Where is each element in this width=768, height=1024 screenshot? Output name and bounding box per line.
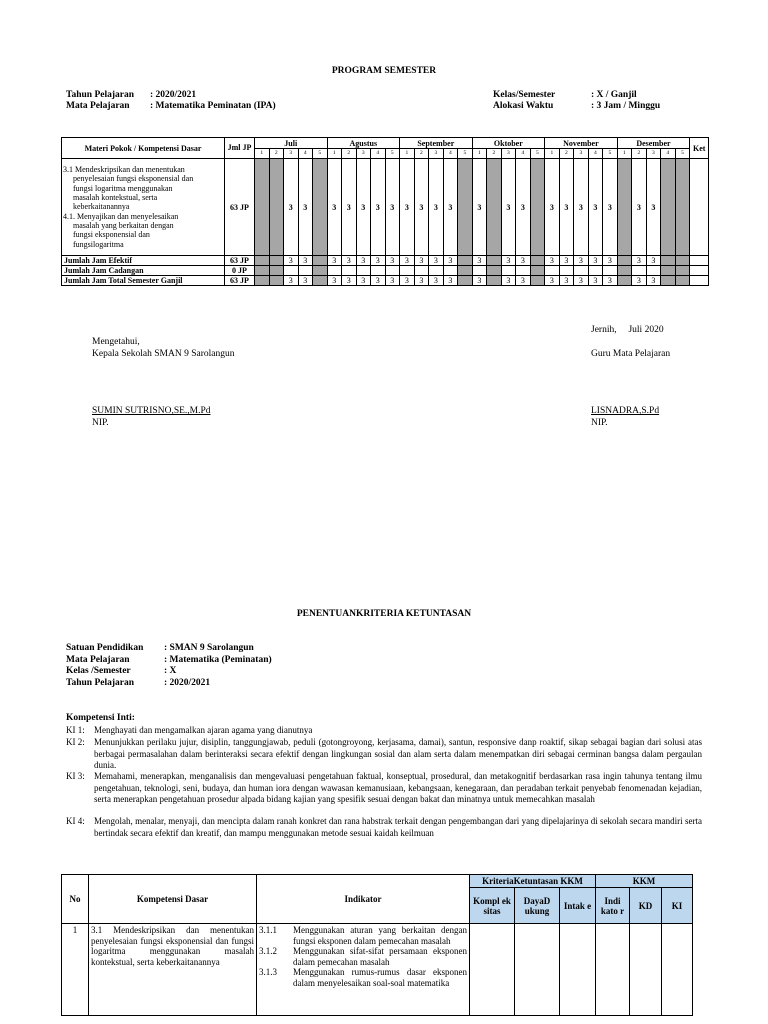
week-cell [327, 266, 342, 276]
nip-right: NIP. [591, 418, 608, 428]
ki-3 [66, 771, 702, 806]
week-header: 4 [443, 149, 458, 159]
week-cell: 3 [356, 159, 371, 256]
week-header: 1 [545, 149, 560, 159]
week-cell: 3 [342, 276, 357, 286]
header-month-november: November [545, 138, 618, 149]
week-header: 1 [617, 149, 632, 159]
week-cell [269, 256, 284, 266]
week-cell [530, 256, 545, 266]
kkm-row-kompleksitas [470, 924, 515, 1016]
label-tahun: Tahun Pelajaran [66, 90, 135, 100]
week-cell [269, 266, 284, 276]
ket-cell [690, 256, 709, 266]
week-cell [588, 266, 603, 276]
week-cell: 3 [501, 276, 516, 286]
program-title: PROGRAM SEMESTER [331, 66, 437, 76]
week-cell: 3 [327, 276, 342, 286]
ket-cell [690, 159, 709, 256]
kkm-row-no: 1 [62, 924, 89, 1016]
guru-text: Guru Mata Pelajaran [591, 349, 671, 359]
week-cell: 3 [429, 276, 444, 286]
week-cell [313, 266, 328, 276]
table-row [62, 924, 693, 1016]
week-cell [530, 266, 545, 276]
week-cell: 3 [632, 276, 647, 286]
week-header: 5 [385, 149, 400, 159]
week-cell [255, 159, 270, 256]
week-cell [617, 276, 632, 286]
week-header: 2 [269, 149, 284, 159]
week-cell: 3 [385, 276, 400, 286]
week-cell [574, 266, 589, 276]
indicator-text: Menggunakan aturan yang berkaitan dengan fungsi eksponen dalam pemecahan masalah [293, 925, 467, 946]
week-cell: 3 [342, 159, 357, 256]
week-cell: 3 [385, 256, 400, 266]
kkm-header-ki: KI [662, 888, 693, 924]
week-cell [559, 266, 574, 276]
week-header: 2 [342, 149, 357, 159]
kkm-header-kkm: KKM [596, 875, 693, 888]
materi-line: fungsi logaritma menggunakan [73, 183, 173, 193]
week-cell [255, 276, 270, 286]
week-cell: 3 [443, 159, 458, 256]
week-cell [385, 266, 400, 276]
header-materi: Materi Pokok / Kompetensi Dasar [62, 138, 225, 159]
week-cell [269, 276, 284, 286]
place-date: Jernih, Juli 2020 [591, 325, 664, 335]
ki-text: Memahami, menerapkan, menganalisis dan mengevaluasi pengetahuan faktual, konseptual, prosedural, dan metakognitif berdasarkan rasa ingin tahunya tentang ilmu pengetahuan, teknologi, seni, budaya, dan human iora dengan wawasan kemanusiaan, kebangsaan, kenegaraan, dan peradaban terkait penyebab fenomenadan kejadian, serta menerapkan pengetahuan prosedur alpada bidang kajian yang spesifik sesuai dengan bakat dan minatnya untuk memecahkan masalah [94, 771, 702, 804]
week-cell [458, 159, 473, 256]
kkm-header-kd: Kompetensi Dasar [89, 875, 257, 924]
kkm-title: PENENTUANKRITERIA KETUNTASAN [296, 609, 472, 619]
ki-code: KI 3: [66, 771, 85, 781]
header-month-oktober: Oktober [472, 138, 545, 149]
week-cell [617, 256, 632, 266]
materi-line: 3.1 Mendeskripsikan dan menentukan [63, 165, 185, 175]
week-cell [414, 266, 429, 276]
week-cell: 3 [284, 276, 299, 286]
week-cell [458, 266, 473, 276]
materi-line: 4.1. Menyajikan dan menyelesaikan [63, 211, 179, 221]
week-cell: 3 [603, 276, 618, 286]
week-cell: 3 [371, 256, 386, 266]
kkm-row-dayadukung [515, 924, 560, 1016]
week-cell: 3 [646, 159, 661, 256]
label-alokasi: Alokasi Waktu [493, 101, 554, 111]
week-cell: 3 [574, 256, 589, 266]
week-cell [501, 266, 516, 276]
week-cell [617, 159, 632, 256]
table-row [62, 276, 709, 286]
kkm-header-dayadukung: DayaD ukung [515, 888, 560, 924]
week-cell: 3 [559, 159, 574, 256]
week-header: 3 [356, 149, 371, 159]
summary-jp: 0 JP [225, 266, 255, 276]
week-cell: 3 [501, 256, 516, 266]
week-cell [284, 266, 299, 276]
week-cell: 3 [588, 159, 603, 256]
value-kelas: : X / Ganjil [591, 90, 637, 100]
week-cell [269, 159, 284, 256]
week-cell [472, 266, 487, 276]
week-cell: 3 [298, 159, 313, 256]
week-cell: 3 [298, 276, 313, 286]
week-cell: 3 [472, 159, 487, 256]
week-cell [487, 276, 502, 286]
table-row [62, 266, 709, 276]
ket-cell [690, 266, 709, 276]
week-cell: 3 [472, 256, 487, 266]
value-alokasi: : 3 Jam / Minggu [591, 101, 661, 111]
summary-jp: 63 JP [225, 276, 255, 286]
week-cell [255, 256, 270, 266]
week-cell: 3 [559, 256, 574, 266]
indicator-text: Menggunakan sifat-sifat persamaan eksponen dalam pemecahan masalah [293, 946, 467, 967]
materi-line: masalah kontekstual, serta [73, 193, 158, 203]
week-header: 1 [400, 149, 415, 159]
week-cell: 3 [646, 256, 661, 266]
kkm-identity [66, 643, 272, 689]
indicator-number: 3.1.1 [259, 925, 277, 935]
week-cell: 3 [385, 159, 400, 256]
week-cell [443, 266, 458, 276]
header-month-desember: Desember [617, 138, 690, 149]
materi-line: fungsilogaritma [73, 239, 124, 249]
week-cell [342, 266, 357, 276]
mengetahui-text: Mengetahui, [92, 337, 140, 347]
week-cell [400, 266, 415, 276]
week-cell [661, 256, 676, 266]
label-kelas2: Kelas /Semester [66, 666, 131, 676]
week-cell [516, 266, 531, 276]
summary-label: Jumlah Jam Cadangan [62, 266, 225, 276]
week-cell [661, 276, 676, 286]
week-cell: 3 [327, 159, 342, 256]
week-header: 5 [458, 149, 473, 159]
week-cell [458, 276, 473, 286]
header-jml: Jml JP [225, 138, 255, 159]
week-cell: 3 [603, 159, 618, 256]
materi-line: penyelesaian fungsi eksponensial dan [73, 174, 194, 184]
value-mapel: : Matematika Peminatan (IPA) [150, 101, 276, 111]
value-tahun: : 2020/2021 [150, 90, 197, 100]
week-cell [371, 266, 386, 276]
week-cell: 3 [356, 276, 371, 286]
indicator-number: 3.1.2 [259, 946, 277, 956]
week-cell: 3 [545, 256, 560, 266]
ki-text: Menghayati dan mengamalkan ajaran agama yang dianutnya [94, 725, 313, 735]
week-cell: 3 [516, 276, 531, 286]
label-mapel2: Mata Pelajaran [66, 654, 130, 665]
ki-1 [66, 725, 702, 737]
week-cell [545, 266, 560, 276]
week-header: 3 [574, 149, 589, 159]
kkm-table [61, 874, 693, 1016]
week-cell: 3 [516, 159, 531, 256]
kepala-sekolah-text: Kepala Sekolah SMAN 9 Sarolangun [92, 349, 235, 359]
week-cell: 3 [327, 256, 342, 266]
week-header: 2 [559, 149, 574, 159]
week-cell [255, 266, 270, 276]
week-header: 4 [298, 149, 313, 159]
week-cell: 3 [574, 276, 589, 286]
week-cell: 3 [545, 159, 560, 256]
indicator-item [259, 946, 467, 967]
summary-label: Jumlah Jam Total Semester Ganjil [62, 276, 225, 286]
week-header: 5 [530, 149, 545, 159]
header-month-agustus: Agustus [327, 138, 400, 149]
ki-4 [66, 816, 702, 839]
week-cell [603, 266, 618, 276]
week-header: 1 [255, 149, 270, 159]
week-cell [313, 256, 328, 266]
week-header: 4 [516, 149, 531, 159]
program-right-info [493, 90, 660, 112]
week-cell [675, 276, 690, 286]
week-cell [675, 256, 690, 266]
kkm-header-kompleksitas: Kompl ek sitas [470, 888, 515, 924]
week-cell: 3 [284, 256, 299, 266]
kkm-row-kd: 3.1 Mendeskripsikan dan menentukan penyelesaian fungsi eksponensial dan fungsi logaritma menggunakan masalah kontekstual, serta keberkaitanannya [89, 924, 257, 1016]
week-header: 1 [327, 149, 342, 159]
week-cell: 3 [588, 276, 603, 286]
week-cell: 3 [632, 159, 647, 256]
week-cell: 3 [603, 256, 618, 266]
kkm-row-indikator [596, 924, 630, 1016]
week-cell [530, 276, 545, 286]
indicator-item [259, 967, 467, 988]
materi-line: masalah yang berkaitan dengan [73, 220, 174, 230]
value-satuan: : SMAN 9 Sarolangun [164, 643, 254, 653]
label-kelas: Kelas/Semester [493, 90, 556, 100]
week-cell [313, 276, 328, 286]
week-cell: 3 [559, 276, 574, 286]
week-cell: 3 [414, 159, 429, 256]
kkm-header-kd-short: KD [630, 888, 662, 924]
week-cell [675, 266, 690, 276]
week-header: 5 [313, 149, 328, 159]
week-cell: 3 [574, 159, 589, 256]
kkm-header-indikator: Indikator [257, 875, 470, 924]
label-mapel: Mata Pelajaran [66, 101, 130, 111]
week-cell: 3 [284, 159, 299, 256]
week-header: 5 [675, 149, 690, 159]
indicator-item [259, 925, 467, 946]
header-ket: Ket [690, 138, 709, 159]
week-cell: 3 [646, 276, 661, 286]
week-cell: 3 [443, 256, 458, 266]
label-satuan: Satuan Pendidikan [66, 643, 144, 653]
week-cell: 3 [545, 276, 560, 286]
week-cell [487, 159, 502, 256]
kkm-header-kriteria: KriteriaKetuntasan KKM [470, 875, 596, 888]
week-cell [487, 266, 502, 276]
week-cell: 3 [298, 256, 313, 266]
week-cell: 3 [400, 276, 415, 286]
ki-code: KI 1: [66, 725, 85, 735]
ki-code: KI 4: [66, 816, 85, 826]
week-cell [530, 159, 545, 256]
value-kelas2: : X [164, 666, 177, 676]
week-cell [646, 266, 661, 276]
summary-jp: 63 JP [225, 256, 255, 266]
week-cell: 3 [356, 256, 371, 266]
kkm-header-indikator-short: Indi kato r [596, 888, 630, 924]
ki-2 [66, 737, 702, 772]
ki-text: Mengolah, menalar, menyaji, dan mencipta dalam ranah konkret dan rana habstrak terkait dengan pengembangan dari yang dipelajarinya di sekolah secara mandiri serta bertindak secara efektif dan kreatif, dan mampu menggunakan metode sesuai kaidah keilmuan [94, 816, 702, 838]
week-header: 2 [487, 149, 502, 159]
table-row [62, 256, 709, 266]
week-header: 3 [501, 149, 516, 159]
week-cell [429, 266, 444, 276]
week-cell: 3 [588, 256, 603, 266]
ki-text: Menunjukkan perilaku jujur, disiplin, tanggungjawab, peduli (gotongroyong, kerjasama, damai), santun, responsive danp roaktif, sikap sebagai bagian dari solusi atas berbagai permasalahan dalam berinteraksi secara efektif dengan lingkungan sosial dan alam serta dalam menempatkan diri sebagai cerminan bangsa dalam pergaulan dunia. [94, 737, 702, 770]
kkm-row-indicators [257, 924, 470, 1016]
header-month-september: September [400, 138, 473, 149]
week-cell [675, 159, 690, 256]
week-cell: 3 [429, 256, 444, 266]
week-cell: 3 [516, 256, 531, 266]
label-tahun2: Tahun Pelajaran [66, 677, 135, 688]
week-cell: 3 [443, 276, 458, 286]
week-cell: 3 [371, 159, 386, 256]
week-cell: 3 [371, 276, 386, 286]
week-cell: 3 [414, 256, 429, 266]
value-mapel2: : Matematika (Peminatan) [164, 654, 272, 665]
week-cell [458, 256, 473, 266]
week-header: 2 [414, 149, 429, 159]
ki-heading: Kompetensi Inti: [66, 713, 135, 723]
value-tahun2: : 2020/2021 [164, 677, 211, 688]
week-cell [313, 159, 328, 256]
week-cell [617, 266, 632, 276]
indicator-text: Menggunakan rumus-rumus dasar eksponen dalam menyelesaikan soal-soal matematika [293, 967, 467, 988]
materi-line: fungsi eksponensial dan [73, 230, 150, 240]
week-header: 5 [603, 149, 618, 159]
week-cell: 3 [429, 159, 444, 256]
week-header: 3 [284, 149, 299, 159]
week-cell [632, 266, 647, 276]
kepala-name: SUMIN SUTRISNO,SE.,M.Pd [92, 406, 211, 416]
week-cell [298, 266, 313, 276]
week-header: 3 [646, 149, 661, 159]
week-cell: 3 [400, 256, 415, 266]
materi-line: keberkaitanannya [73, 202, 130, 212]
kkm-row-kd [630, 924, 662, 1016]
week-header: 3 [429, 149, 444, 159]
program-semester-table [61, 137, 709, 286]
week-header: 4 [588, 149, 603, 159]
week-cell: 3 [501, 159, 516, 256]
kkm-row-intake [560, 924, 596, 1016]
week-cell [356, 266, 371, 276]
week-header: 1 [472, 149, 487, 159]
summary-label: Jumlah Jam Efektif [62, 256, 225, 266]
week-cell [661, 159, 676, 256]
week-cell: 3 [400, 159, 415, 256]
kkm-row-ki [662, 924, 693, 1016]
nip-left: NIP. [92, 418, 109, 428]
week-header: 2 [632, 149, 647, 159]
kkm-header-intake: Intak e [560, 888, 596, 924]
kkm-header-no: No [62, 875, 89, 924]
ki-code: KI 2: [66, 737, 85, 747]
week-cell: 3 [342, 256, 357, 266]
ket-cell [690, 276, 709, 286]
week-cell: 3 [414, 276, 429, 286]
program-left-info [66, 90, 276, 112]
main-jp: 63 JP [225, 159, 255, 256]
header-month-juli: Juli [255, 138, 328, 149]
materi-cell [62, 159, 225, 256]
week-cell: 3 [472, 276, 487, 286]
week-cell [661, 266, 676, 276]
guru-name: LISNADRA,S.Pd [591, 406, 660, 416]
week-cell [487, 256, 502, 266]
week-cell: 3 [632, 256, 647, 266]
week-header: 4 [371, 149, 386, 159]
week-header: 4 [661, 149, 676, 159]
indicator-number: 3.1.3 [259, 967, 277, 977]
